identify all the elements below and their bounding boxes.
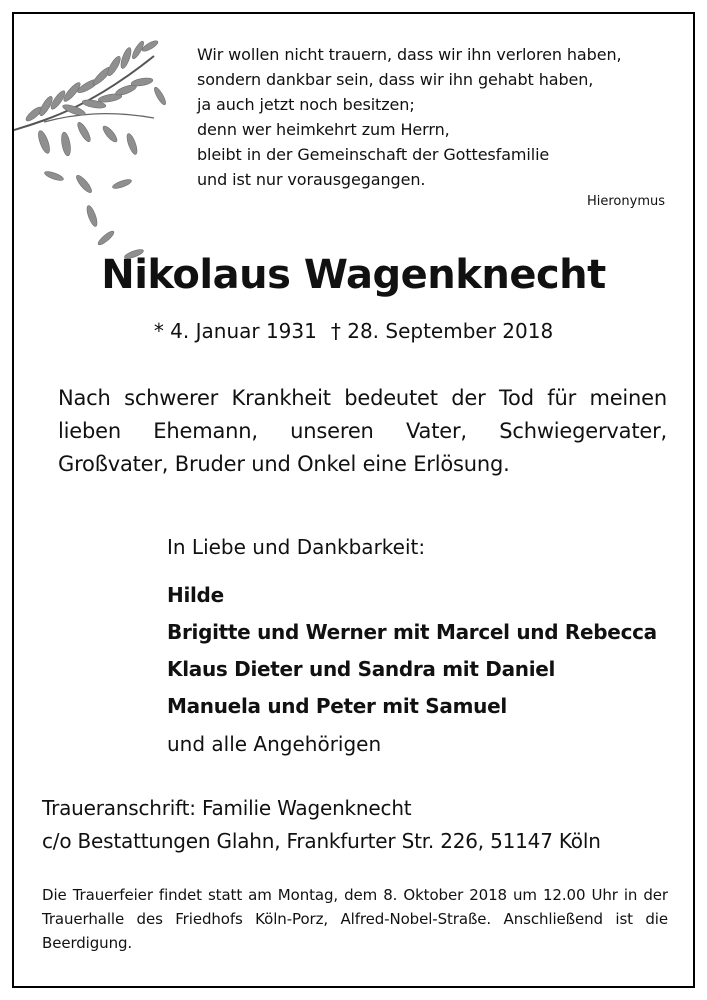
poem-line: ja auch jetzt noch besitzen; bbox=[197, 95, 415, 114]
poem-line: und ist nur vorausgegangen. bbox=[197, 170, 426, 189]
intro-text: Nach schwerer Krankheit bedeutet der Tod für meinen lieben Ehemann, unseren Vater, Schwiegervater, Großvater, Bruder und Onkel eine Erlösung. bbox=[58, 386, 667, 476]
poem-author: Hieronymus bbox=[586, 194, 665, 209]
poem bbox=[197, 42, 677, 192]
poem-line: denn wer heimkehrt zum Herrn, bbox=[197, 120, 450, 139]
obituary-notice bbox=[12, 12, 695, 988]
death-date: † 28. September 2018 bbox=[330, 319, 554, 343]
deceased-name: Nikolaus Wagenknecht bbox=[101, 252, 606, 298]
birth-date: * 4. Januar 1931 bbox=[153, 319, 317, 343]
family-member: Klaus Dieter und Sandra mit Daniel bbox=[167, 657, 556, 681]
ceremony-notice: Die Trauerfeier findet statt am Montag, dem 8. Oktober 2018 um 12.00 Uhr in der Trauerhalle des Friedhofs Köln-Porz, Alfred-Nobel-Straße. Anschließend ist die Beerdigung. bbox=[42, 886, 668, 952]
address-line-1: Traueranschrift: Familie Wagenknecht bbox=[42, 796, 412, 820]
poem-line: sondern dankbar sein, dass wir ihn gehabt haben, bbox=[197, 70, 594, 89]
poem-line: Wir wollen nicht trauern, dass wir ihn verloren haben, bbox=[197, 45, 622, 64]
family-member: Manuela und Peter mit Samuel bbox=[167, 694, 507, 718]
family-member: Hilde bbox=[167, 583, 224, 607]
willow-branch-icon bbox=[14, 26, 174, 266]
address-line-2: c/o Bestattungen Glahn, Frankfurter Str. 226, 51147 Köln bbox=[42, 829, 601, 853]
mourning-address bbox=[42, 792, 601, 858]
other-relatives: und alle Angehörigen bbox=[167, 732, 382, 756]
family-list bbox=[167, 577, 687, 763]
poem-line: bleibt in der Gemeinschaft der Gottesfamilie bbox=[197, 145, 550, 164]
family-member: Brigitte und Werner mit Marcel und Rebecca bbox=[167, 620, 657, 644]
life-dates bbox=[14, 319, 693, 343]
thanks-line: In Liebe und Dankbarkeit: bbox=[167, 535, 426, 559]
